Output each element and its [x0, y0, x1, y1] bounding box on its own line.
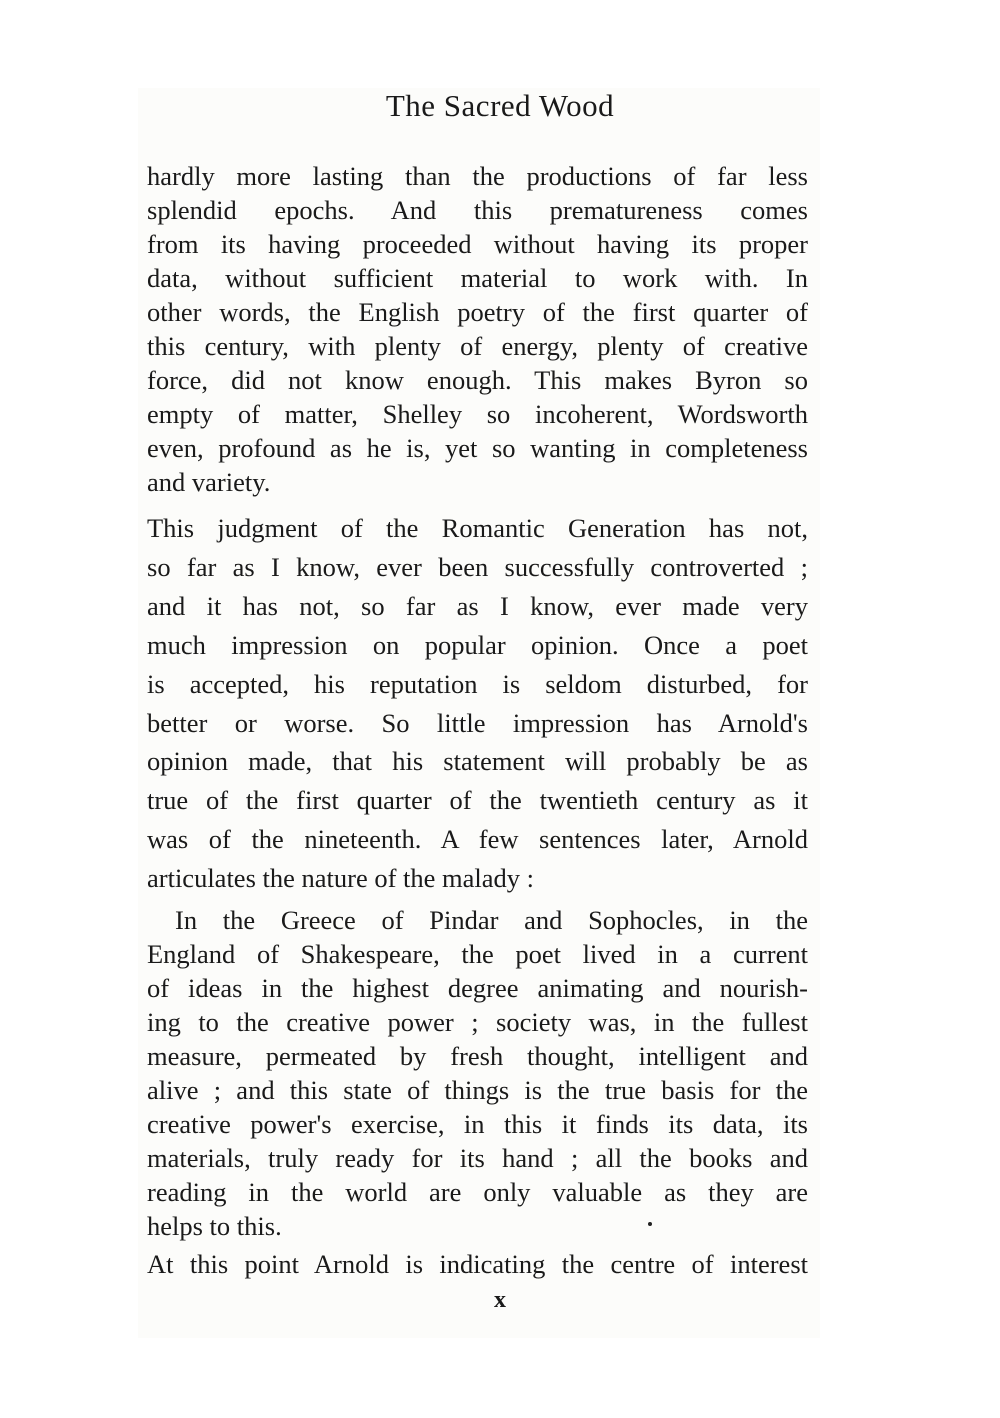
paragraph-2-line: better or worse. So little impression has Arnold's [147, 707, 808, 738]
quote-line: In the Greece of Pindar and Sophocles, in the [175, 905, 808, 935]
paragraph-2-line: This judgment of the Romantic Generation has not, [147, 513, 808, 543]
paragraph-1-line: from its having proceeded without having its proper [147, 229, 808, 259]
paragraph-2-line: articulates the nature of the malady : [147, 863, 535, 894]
quote-line: creative power's exercise, in this it finds its data, its [147, 1109, 808, 1139]
running-header: The Sacred Wood [385, 88, 615, 123]
paragraph-1-line: and variety. [147, 467, 271, 497]
quote-line: helps to this. [147, 1211, 282, 1241]
quote-line: England of Shakespeare, the poet lived in a current [147, 939, 808, 969]
paragraph-2-line: opinion made, that his statement will probably be as [147, 746, 808, 777]
paragraph-1-line: other words, the English poetry of the first quarter of [147, 297, 808, 327]
paragraph-3-line: At this point Arnold is indicating the centre of interest [147, 1249, 808, 1279]
paragraph-1-line: force, did not know enough. This makes Byron so [147, 365, 808, 395]
quote-line: reading in the world are only valuable as they are [147, 1177, 808, 1207]
quote-line: of ideas in the highest degree animating and nourish- [147, 973, 808, 1003]
page-number: x [494, 1287, 506, 1313]
paragraph-1-line: splendid epochs. And this prematureness comes [147, 195, 808, 225]
paragraph-1-line: this century, with plenty of energy, plenty of creative [147, 331, 808, 361]
stray-mark [648, 1222, 652, 1226]
paragraph-1-line: even, profound as he is, yet so wanting in completeness [147, 433, 808, 463]
quote-line: measure, permeated by fresh thought, intelligent and [147, 1041, 808, 1071]
quote-line: materials, truly ready for its hand ; all the books and [147, 1143, 808, 1173]
paragraph-2-line: and it has not, so far as I know, ever made very [147, 590, 808, 621]
quote-line: ing to the creative power ; society was, in the fullest [147, 1007, 808, 1037]
paragraph-2-line: was of the nineteenth. A few sentences later, Arnold [147, 824, 808, 855]
paragraph-2-line: so far as I know, ever been successfully controverted ; [147, 551, 808, 582]
paragraph-1-line: hardly more lasting than the productions of far less [147, 161, 808, 191]
paragraph-1-line: empty of matter, Shelley so incoherent, Wordsworth [147, 399, 808, 429]
paragraph-2-line: true of the first quarter of the twentieth century as it [147, 785, 808, 816]
paragraph-2-line: much impression on popular opinion. Once a poet [147, 629, 808, 660]
quote-line: alive ; and this state of things is the true basis for the [147, 1075, 808, 1105]
paragraph-2-line: is accepted, his reputation is seldom disturbed, for [147, 668, 808, 699]
paragraph-1-line: data, without sufficient material to work with. In [147, 263, 808, 293]
